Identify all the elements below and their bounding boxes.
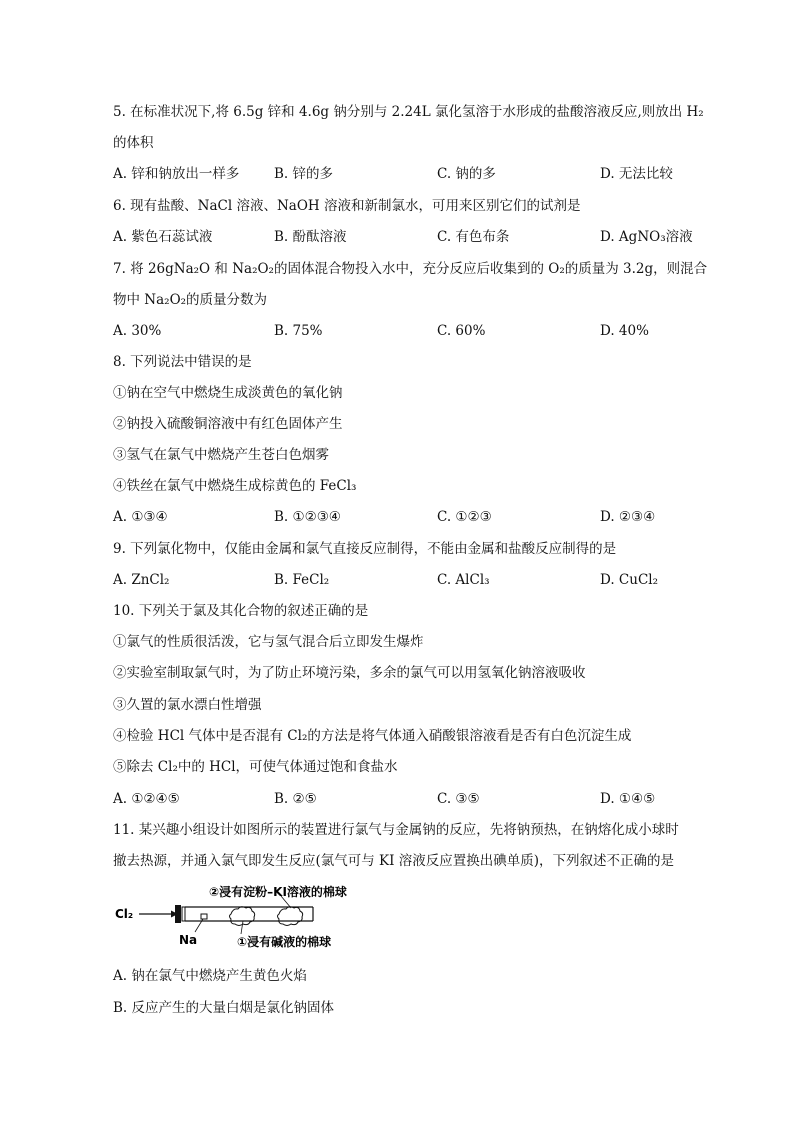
q11-option-b: B. 反应产生的大量白烟是氯化钠固体 [113, 1000, 335, 1016]
label-line-bottom [241, 921, 243, 934]
q10-statement-4: ④检验 HCl 气体中是否混有 Cl₂的方法是将气体通入硝酸银溶液看是否有白色沉淀生成 [113, 728, 632, 744]
q7-option-b: B. 75% [274, 323, 323, 339]
q10-option-a: A. ①②④⑤ [113, 791, 180, 807]
q6-options [113, 228, 713, 246]
sodium-sample [201, 914, 207, 919]
q11-option-a: A. 钠在氯气中燃烧产生黄色火焰 [113, 968, 307, 984]
apparatus-diagram [113, 882, 373, 952]
apparatus-figure [113, 882, 373, 952]
figure-label-cl2: Cl₂ [115, 907, 134, 921]
q7-stem-line1: 7. 将 26gNa₂O 和 Na₂O₂的固体混合物投入水中，充分反应后收集到的 O₂的质量为 3.2g，则混合 [113, 261, 708, 277]
q8-stem: 8. 下列说法中错误的是 [113, 354, 252, 370]
q8-option-a: A. ①③④ [113, 509, 168, 525]
q8-option-c: C. ①②③ [437, 509, 492, 525]
q7-option-c: C. 60% [437, 323, 486, 339]
q9-option-b: B. FeCl₂ [274, 572, 330, 588]
q8-statement-3: ③氢气在氯气中燃烧产生苍白色烟雾 [113, 447, 329, 463]
q5-stem-line2: 的体积 [113, 135, 154, 151]
q5-option-d: D. 无法比较 [600, 166, 673, 182]
q7-stem-line2: 物中 Na₂O₂的质量分数为 [113, 292, 268, 308]
q6-option-d: D. AgNO₃溶液 [600, 229, 693, 245]
stopper-ring [182, 907, 185, 921]
q11-stem-line2: 撤去热源，并通入氯气即发生反应(氯气可与 KI 溶液反应置换出碘单质)，下列叙述不正确的是 [113, 853, 675, 869]
q10-option-c: C. ③⑤ [437, 791, 480, 807]
q10-statement-5: ⑤除去 Cl₂中的 HCl，可使气体通过饱和食盐水 [113, 759, 398, 775]
q10-option-b: B. ②⑤ [274, 791, 317, 807]
q6-option-a: A. 紫色石蕊试液 [113, 229, 213, 245]
q5-option-a: A. 锌和钠放出一样多 [113, 166, 240, 182]
q8-statement-2: ②钠投入硫酸铜溶液中有红色固体产生 [113, 416, 343, 432]
q5-options [113, 165, 713, 183]
q8-statement-4: ④铁丝在氯气中燃烧生成棕黄色的 FeCl₃ [113, 478, 357, 494]
q8-statement-1: ①钠在空气中燃烧生成淡黄色的氧化钠 [113, 385, 343, 401]
figure-label-top: ②浸有淀粉–KI溶液的棉球 [209, 885, 347, 899]
q9-option-d: D. CuCl₂ [600, 572, 659, 588]
q10-stem: 10. 下列关于氯及其化合物的叙述正确的是 [113, 603, 369, 619]
q6-option-c: C. 有色布条 [437, 229, 510, 245]
q10-options [113, 790, 713, 808]
q8-options [113, 508, 713, 526]
q9-option-a: A. ZnCl₂ [113, 572, 170, 588]
figure-label-na: Na [179, 933, 198, 947]
q10-statement-3: ③久置的氯水漂白性增强 [113, 697, 262, 713]
q9-options [113, 571, 713, 589]
stopper [175, 905, 181, 923]
q11-stem-line1: 11. 某兴趣小组设计如图所示的装置进行氯气与金属钠的反应，先将钠预热，在钠熔化成小球时 [113, 822, 679, 838]
q8-option-b: B. ①②③④ [274, 509, 341, 525]
q5-option-c: C. 钠的多 [437, 166, 496, 182]
q10-option-d: D. ①④⑤ [600, 791, 656, 807]
q9-stem: 9. 下列氯化物中，仅能由金属和氯气直接反应制得，不能由金属和盐酸反应制得的是 [113, 541, 617, 557]
cotton-ball-starch-ki [278, 907, 303, 926]
q5-option-b: B. 锌的多 [274, 166, 334, 182]
q5-stem-line1: 5. 在标准状况下,将 6.5g 锌和 4.6g 钠分别与 2.24L 氯化氢溶于水形成的盐酸溶液反应,则放出 H₂ [113, 104, 704, 120]
cotton-ball-alkali [230, 907, 255, 926]
figure-label-bottom: ①浸有碱液的棉球 [237, 935, 332, 949]
q6-stem: 6. 现有盐酸、NaCl 溶液、NaOH 溶液和新制氯水，可用来区别它们的试剂是 [113, 198, 581, 214]
q8-option-d: D. ②③④ [600, 509, 656, 525]
q10-statement-1: ①氯气的性质很活泼，它与氢气混合后立即发生爆炸 [113, 634, 424, 650]
q6-option-b: B. 酚酞溶液 [274, 229, 347, 245]
q7-options [113, 322, 713, 340]
q7-option-d: D. 40% [600, 323, 649, 339]
q9-option-c: C. AlCl₃ [437, 572, 490, 588]
q10-statement-2: ②实验室制取氯气时，为了防止环境污染，多余的氯气可以用氢氧化钠溶液吸收 [113, 665, 586, 681]
q7-option-a: A. 30% [113, 323, 162, 339]
